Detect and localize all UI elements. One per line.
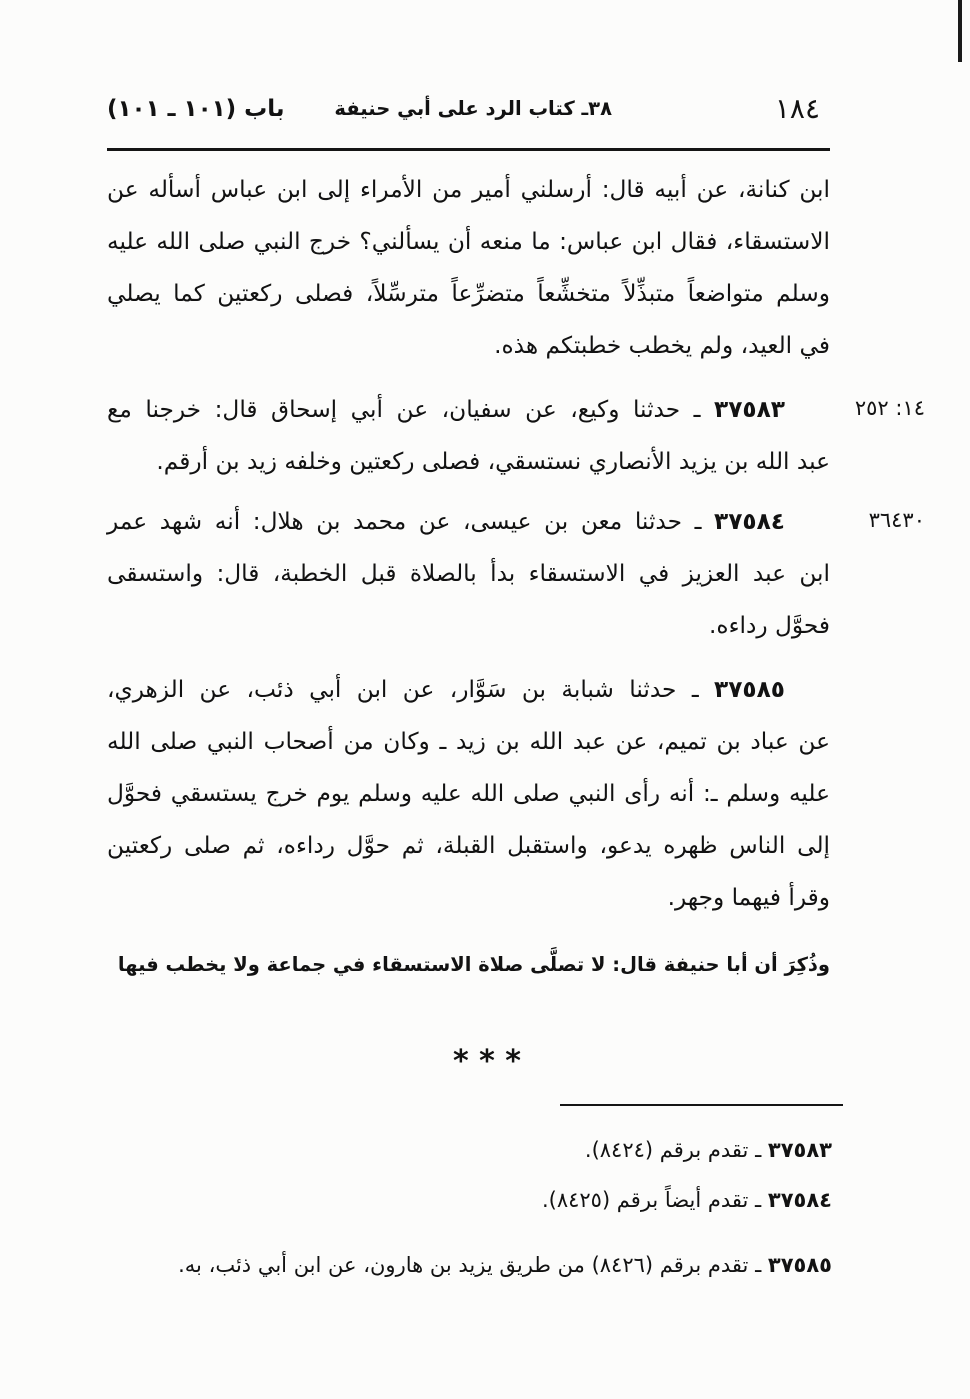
hadith-passage xyxy=(107,384,830,488)
text-line: عن عباد بن تميم، عن عبد الله بن زيد ـ وكان من أصحاب النبي صلى الله xyxy=(107,728,830,755)
hadith-number: ٣٧٥٨٤ xyxy=(714,508,786,535)
text-line: الاستسقاء، فقال ابن عباس: ما منعه أن يسألني؟ خرج النبي صلى الله عليه xyxy=(107,228,830,255)
footnote-number: ٣٧٥٨٤ xyxy=(767,1188,832,1212)
footnote-number: ٣٧٥٨٥ xyxy=(767,1253,832,1277)
text-line: إلى الناس ظهره يدعو، واستقبل القبلة، ثم حوَّل رداءه، ثم صلى ركعتين xyxy=(107,832,830,859)
text-line xyxy=(107,496,830,548)
section-heading: وذُكِرَ أن أبا حنيفة قال: لا تصلَّى صلاة الاستسقاء في جماعة ولا يخطب فيها xyxy=(117,953,830,976)
footnote xyxy=(107,1249,832,1281)
footnote-text: ـ تقدم برقم (٨٤٢٦) من طريق يزيد بن هارون، عن ابن أبي ذئب، به. xyxy=(178,1253,762,1277)
text-line: وقرأ فيهما وجهر. xyxy=(667,884,830,911)
text-segment: ـ حدثنا وكيع، عن سفيان، عن أبي إسحاق قال: خرجنا مع xyxy=(107,396,701,423)
text-line: في العيد، ولم يخطب خطبتكم هذه. xyxy=(494,332,830,359)
text-segment: ـ حدثنا معن بن عيسى، عن محمد بن هلال: أنه شهد عمر xyxy=(107,508,702,535)
text-line: ابن كنانة، عن أبيه قال: أرسلني أمير من الأمراء إلى ابن عباس أسأله عن xyxy=(107,176,830,203)
hadith-number: ٣٧٥٨٣ xyxy=(714,396,785,423)
footnote-text: ـ تقدم برقم (٨٤٢٤). xyxy=(584,1138,762,1162)
running-head-chapter: باب (١٠١ ـ ١٠١) xyxy=(107,96,285,122)
text-line: عليه وسلم ـ: أنه رأى النبي صلى الله عليه وسلم يوم خرج يستسقي فحوَّل xyxy=(107,780,830,807)
header-rule xyxy=(107,148,830,151)
text-line: ابن عبد العزيز في الاستسقاء بدأ بالصلاة قبل الخطبة، قال: واستسقى xyxy=(107,560,830,587)
text-line xyxy=(107,664,830,716)
footnote-text: ـ تقدم أيضاً برقم (٨٤٢٥). xyxy=(541,1188,762,1212)
footnote xyxy=(107,1134,832,1166)
section-separator: * * * xyxy=(453,1044,521,1079)
text-line: عبد الله بن يزيد الأنصاري نستسقي، فصلى ركعتين وخلفه زيد بن أرقم. xyxy=(156,448,830,475)
footnote-number: ٣٧٥٨٣ xyxy=(767,1138,832,1162)
margin-reference: ٣٦٤٣٠ xyxy=(868,508,925,532)
running-head-book-title: ٣٨ـ كتاب الرد على أبي حنيفة xyxy=(334,97,612,120)
text-line: وسلم متواضعاً متبذِّلاً متخشِّعاً متضرِّعاً مترسِّلاً، فصلى ركعتين كما يصلي xyxy=(107,280,830,307)
margin-reference: ١٤: ٢٥٢ xyxy=(854,396,925,420)
text-line: فحوَّل رداءه. xyxy=(709,612,830,639)
hadith-number: ٣٧٥٨٥ xyxy=(714,676,785,703)
hadith-passage xyxy=(107,664,830,924)
text-line xyxy=(107,384,830,436)
page-number: ١٨٤ xyxy=(774,92,820,125)
text-segment: ـ حدثنا شبابة بن سَوَّار، عن ابن أبي ذئب، عن الزهري، xyxy=(107,676,699,703)
passage-continuation xyxy=(107,164,830,372)
footnote xyxy=(107,1184,832,1216)
scan-edge-mark xyxy=(958,0,962,62)
hadith-passage xyxy=(107,496,830,652)
footnote-rule xyxy=(560,1104,843,1106)
